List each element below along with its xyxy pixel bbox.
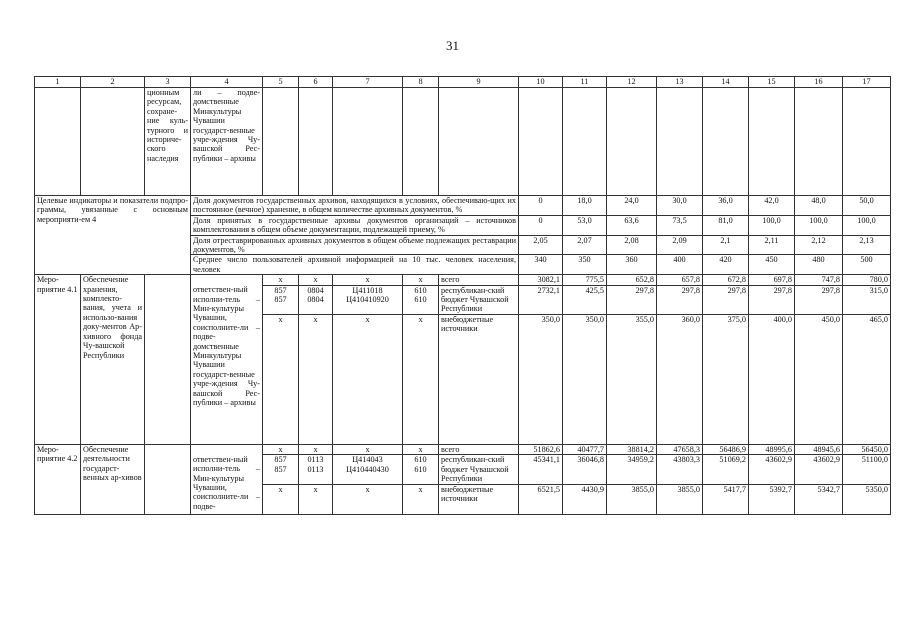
code-cell: x xyxy=(333,314,403,444)
col-num: 11 xyxy=(563,77,607,88)
value-cell: 465,0 xyxy=(843,314,891,444)
value-cell: 5350,0 xyxy=(843,484,891,514)
value-cell: 297,8 xyxy=(703,285,749,314)
value-cell: 2732,1 xyxy=(519,285,563,314)
value-cell: 5417,7 xyxy=(703,484,749,514)
value-cell: 747,8 xyxy=(795,275,843,285)
value-cell: 36,0 xyxy=(703,196,749,216)
col-num: 1 xyxy=(35,77,81,88)
value-cell: 24,0 xyxy=(607,196,657,216)
indicator-row xyxy=(35,196,891,216)
source-label: республикан-ский бюджет Чувашской Республики xyxy=(439,285,519,314)
code-cell: x xyxy=(263,314,299,444)
col-num: 14 xyxy=(703,77,749,88)
value-cell: 100,0 xyxy=(795,215,843,235)
value-cell: 780,0 xyxy=(843,275,891,285)
value-cell: 36046,8 xyxy=(563,455,607,484)
code-cell: 857 857 xyxy=(263,455,299,484)
value-cell: 480 xyxy=(795,255,843,275)
value-cell: 63,6 xyxy=(607,215,657,235)
program-table xyxy=(34,76,891,515)
col-num: 8 xyxy=(403,77,439,88)
value-cell: 0 xyxy=(519,196,563,216)
value-cell: 48995,6 xyxy=(749,444,795,454)
page-number: 31 xyxy=(446,38,459,53)
value-cell: 18,0 xyxy=(563,196,607,216)
value-cell: 38814,2 xyxy=(607,444,657,454)
value-cell: 51069,2 xyxy=(703,455,749,484)
value-cell: 5392,7 xyxy=(749,484,795,514)
source-label: внебюджетные источники xyxy=(439,484,519,514)
value-cell: 3082,1 xyxy=(519,275,563,285)
value-cell: 2,07 xyxy=(563,235,607,255)
value-cell: 56486,9 xyxy=(703,444,749,454)
code-cell: x xyxy=(333,275,403,285)
code-cell: 610 610 xyxy=(403,285,439,314)
cont-col3: ционным ресурсам, сохране-ние куль-турного и историче-ского наследия xyxy=(145,88,191,196)
code-cell: x xyxy=(263,484,299,514)
value-cell: 6521,5 xyxy=(519,484,563,514)
value-cell: 500 xyxy=(843,255,891,275)
code-cell: 0804 0804 xyxy=(299,285,333,314)
value-cell: 0 xyxy=(519,215,563,235)
value-cell: 100,0 xyxy=(843,215,891,235)
measure-title: Обеспечение хранения, комплекто-вания, учета и использо-вания доку-ментов Ар-хивного фонда Чу-вашской Республики xyxy=(81,275,145,445)
column-number-row xyxy=(35,77,891,88)
code-cell: 857 857 xyxy=(263,285,299,314)
value-cell: 360,0 xyxy=(657,314,703,444)
value-cell: 2,09 xyxy=(657,235,703,255)
value-cell: 53,0 xyxy=(563,215,607,235)
col-num: 5 xyxy=(263,77,299,88)
responsible-executor: ответствен-ный исполни-тель – Мин-культуры Чувашии, соисполните-ли – подве- xyxy=(191,455,263,514)
measure-4-2-total xyxy=(35,444,891,454)
source-label: внебюджетные источники xyxy=(439,314,519,444)
col-num: 13 xyxy=(657,77,703,88)
code-cell: x xyxy=(403,314,439,444)
value-cell: 297,8 xyxy=(795,285,843,314)
code-cell: x xyxy=(263,275,299,285)
responsible-executor: ответствен-ный исполни-тель – Мин-культуры Чувашии, соисполните-ли – подве-домственные Минкультуры Чувашии государст-венные учре-ждения Чу-вашской Рес-публики – архивы xyxy=(191,285,263,444)
value-cell: 652,8 xyxy=(607,275,657,285)
measure-title: Обеспечение деятельности государст-венных ар-хивов xyxy=(81,444,145,514)
measure-4-1-total xyxy=(35,275,891,285)
value-cell: 42,0 xyxy=(749,196,795,216)
value-cell: 2,08 xyxy=(607,235,657,255)
continuation-row xyxy=(35,88,891,196)
source-label: всего xyxy=(439,444,519,454)
value-cell: 297,8 xyxy=(657,285,703,314)
col-num: 7 xyxy=(333,77,403,88)
source-label: республикан-ский бюджет Чувашской Республики xyxy=(439,455,519,484)
value-cell: 450 xyxy=(749,255,795,275)
value-cell: 2,11 xyxy=(749,235,795,255)
value-cell: 340 xyxy=(519,255,563,275)
code-cell: x xyxy=(299,484,333,514)
col-num: 9 xyxy=(439,77,519,88)
value-cell: 450,0 xyxy=(795,314,843,444)
value-cell: 43803,3 xyxy=(657,455,703,484)
value-cell: 360 xyxy=(607,255,657,275)
value-cell: 425,5 xyxy=(563,285,607,314)
code-cell: x xyxy=(403,444,439,454)
value-cell: 3855,0 xyxy=(607,484,657,514)
code-cell: x xyxy=(333,484,403,514)
value-cell: 45341,1 xyxy=(519,455,563,484)
code-cell: Ц414043 Ц410440430 xyxy=(333,455,403,484)
indicator-text: Доля отреставрированных архивных документов в общем объеме подлежащих реставрации документов, % xyxy=(191,235,519,255)
value-cell: 50,0 xyxy=(843,196,891,216)
value-cell: 34959,2 xyxy=(607,455,657,484)
value-cell: 400,0 xyxy=(749,314,795,444)
value-cell: 350,0 xyxy=(563,314,607,444)
value-cell: 2,12 xyxy=(795,235,843,255)
indicator-text: Среднее число пользователей архивной информацией на 10 тыс. человек населения, человек xyxy=(191,255,519,275)
code-cell: x xyxy=(299,275,333,285)
value-cell: 43602,9 xyxy=(749,455,795,484)
value-cell: 350,0 xyxy=(519,314,563,444)
value-cell: 47658,3 xyxy=(657,444,703,454)
col-num: 6 xyxy=(299,77,333,88)
value-cell: 375,0 xyxy=(703,314,749,444)
indicator-text: Доля документов государственных архивов, находящихся в условиях, обеспечиваю-щих их постоянное (вечное) хранение, в общем количестве архивных документов, % xyxy=(191,196,519,216)
value-cell: 48945,6 xyxy=(795,444,843,454)
indicators-label: Целевые индикаторы и показатели подпро-граммы, увязанные с основным мероприяти-ем 4 xyxy=(35,196,191,275)
measure-name: Меро-приятие 4.1 xyxy=(35,275,81,445)
col-num: 10 xyxy=(519,77,563,88)
code-cell: 610 610 xyxy=(403,455,439,484)
value-cell: 5342,7 xyxy=(795,484,843,514)
col-num: 3 xyxy=(145,77,191,88)
value-cell: 775,5 xyxy=(563,275,607,285)
value-cell: 315,0 xyxy=(843,285,891,314)
value-cell: 697,8 xyxy=(749,275,795,285)
code-cell: x xyxy=(403,275,439,285)
value-cell: 420 xyxy=(703,255,749,275)
code-cell: Ц411018 Ц410410920 xyxy=(333,285,403,314)
value-cell: 355,0 xyxy=(607,314,657,444)
value-cell: 297,8 xyxy=(749,285,795,314)
col-num: 2 xyxy=(81,77,145,88)
code-cell: x xyxy=(299,444,333,454)
value-cell: 297,8 xyxy=(607,285,657,314)
value-cell: 81,0 xyxy=(703,215,749,235)
value-cell: 43602,9 xyxy=(795,455,843,484)
indicator-text: Доля принятых в государственные архивы документов организаций – источников комплектования в общем объеме документации, подлежащей приему, % xyxy=(191,215,519,235)
col-num: 16 xyxy=(795,77,843,88)
code-cell: 0113 0113 xyxy=(299,455,333,484)
value-cell: 51100,0 xyxy=(843,455,891,484)
value-cell: 2,05 xyxy=(519,235,563,255)
value-cell: 350 xyxy=(563,255,607,275)
col-num: 4 xyxy=(191,77,263,88)
value-cell: 3855,0 xyxy=(657,484,703,514)
code-cell: x xyxy=(403,484,439,514)
value-cell: 672,8 xyxy=(703,275,749,285)
col-num: 12 xyxy=(607,77,657,88)
code-cell: x xyxy=(333,444,403,454)
value-cell: 657,8 xyxy=(657,275,703,285)
cont-col4: ли – подве-домственные Минкультуры Чувашии государст-венные учре-ждения Чу-вашской Рес-публики – архивы xyxy=(191,88,263,196)
source-label: всего xyxy=(439,275,519,285)
value-cell: 56450,0 xyxy=(843,444,891,454)
value-cell: 2,1 xyxy=(703,235,749,255)
value-cell: 48,0 xyxy=(795,196,843,216)
col-num: 15 xyxy=(749,77,795,88)
value-cell: 400 xyxy=(657,255,703,275)
code-cell: x xyxy=(299,314,333,444)
value-cell: 73,5 xyxy=(657,215,703,235)
value-cell: 40477,7 xyxy=(563,444,607,454)
value-cell: 2,13 xyxy=(843,235,891,255)
value-cell: 30,0 xyxy=(657,196,703,216)
measure-name: Меро-приятие 4.2 xyxy=(35,444,81,514)
value-cell: 51862,6 xyxy=(519,444,563,454)
col-num: 17 xyxy=(843,77,891,88)
value-cell: 4430,9 xyxy=(563,484,607,514)
value-cell: 100,0 xyxy=(749,215,795,235)
code-cell: x xyxy=(263,444,299,454)
